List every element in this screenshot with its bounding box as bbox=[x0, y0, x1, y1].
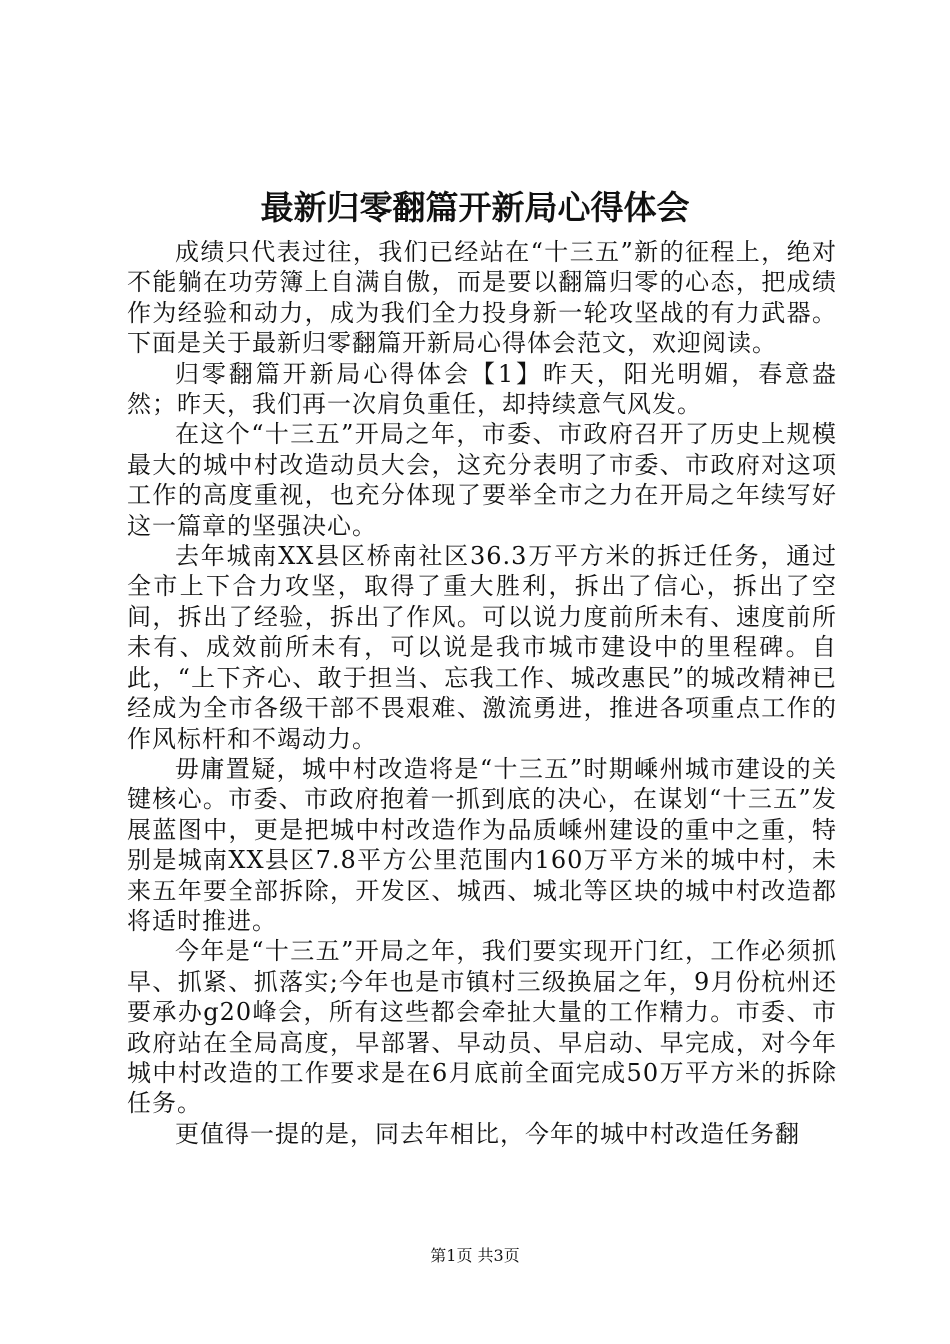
paragraph-2: 在这个“十三五”开局之年，市委、市政府召开了历史上规模最大的城中村改造动员大会，这充分表明了市委、市政府对这项工作的高度重视，也充分体现了要举全市之力在开局之年续写好这一篇章的坚强决心。 bbox=[127, 420, 837, 540]
paragraph-1: 归零翻篇开新局心得体会【1】昨天，阳光明媚，春意盎然；昨天，我们再一次肩负重任，却持续意气风发。 bbox=[127, 359, 837, 419]
paragraph-4: 毋庸置疑，城中村改造将是“十三五”时期嵊州城市建设的关键核心。市委、市政府抱着一抓到底的决心，在谋划“十三五”发展蓝图中，更是把城中村改造作为品质嵊州建设的重中之重，特别是城南XX县区7.8平方公里范围内160万平方米的城中村，未来五年要全部拆除，开发区、城西、城北等区块的城中村改造都将适时推进。 bbox=[127, 754, 837, 935]
paragraph-3: 去年城南XX县区桥南社区36.3万平方米的拆迁任务，通过全市上下合力攻坚，取得了重大胜利，拆出了信心，拆出了空间，拆出了经验，拆出了作风。可以说力度前所未有、速度前所未有、成效前所未有，可以说是我市城市建设中的里程碑。自此，“上下齐心、敢于担当、忘我工作、城改惠民”的城改精神已经成为全市各级干部不畏艰难、激流勇进，推进各项重点工作的作风标杆和不竭动力。 bbox=[127, 542, 837, 753]
document-title: 最新归零翻篇开新局心得体会 bbox=[260, 188, 690, 227]
paragraph-6: 更值得一提的是，同去年相比，今年的城中村改造任务翻 bbox=[175, 1119, 800, 1148]
paragraph-intro: 成绩只代表过往，我们已经站在“十三五”新的征程上，绝对不能躺在功劳簿上自满自傲，而是要以翻篇归零的心态，把成绩作为经验和动力，成为我们全力投身新一轮攻坚战的有力武器。下面是关于最新归零翻篇开新局心得体会范文，欢迎阅读。 bbox=[127, 238, 837, 358]
page-number-footer: 第1页 共3页 bbox=[430, 1246, 520, 1265]
document-body bbox=[127, 237, 837, 1149]
paragraph-5: 今年是“十三五”开局之年，我们要实现开门红，工作必须抓早、抓紧、抓落实;今年也是市镇村三级换届之年，9月份杭州还要承办g20峰会，所有这些都会牵扯大量的工作精力。市委、市政府站在全局高度，早部署、早动员、早启动、早完成，对今年城中村改造的工作要求是在6月底前全面完成50万平方米的拆除任务。 bbox=[127, 937, 837, 1118]
